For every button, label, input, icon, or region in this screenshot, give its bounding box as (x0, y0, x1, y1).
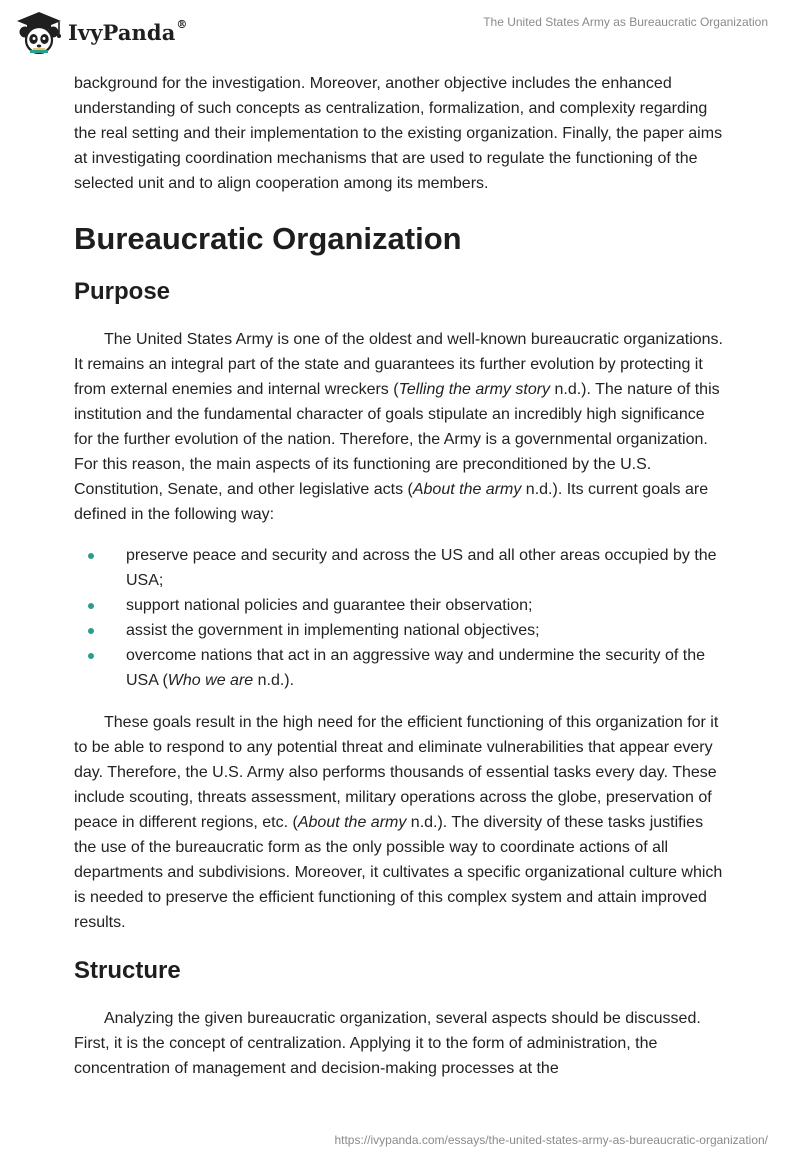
citation: Telling the army story (398, 381, 551, 398)
page-header (0, 0, 800, 60)
essay-content (74, 71, 726, 1081)
list-item: assist the government in implementing national objectives; (74, 618, 726, 643)
purpose-paragraph-1: The United States Army is one of the oldest and well-known bureaucratic organizations. It remains an integral part of the state and guarantees its further evolution by protecting it from external enemies and internal wreckers (Telling the army story n.d.). The nature of this institution and the fundamental character of goals stipulate an incredibly high significance for the further evolution of the nation. Therefore, the Army is a governmental organization. For this reason, the main aspects of its functioning are preconditioned by the U.S. Constitution, Senate, and other legislative acts (About the army n.d.). Its current goals are defined in the following way: (74, 331, 723, 523)
section-title: Bureaucratic Organization (74, 221, 462, 256)
list-item: support national policies and guarantee their observation; (74, 593, 726, 618)
list-item: preserve peace and security and across the US and all other areas occupied by the USA; (74, 543, 726, 593)
document-title: The United States Army as Bureaucratic Organization (483, 15, 768, 29)
intro-paragraph: background for the investigation. Moreover, another objective includes the enhanced understanding of such concepts as centralization, formalization, and complexity regarding the real setting and their implementation to the existing organization. Finally, the paper aims at investigating coordination mechanisms that are used to regulate the functioning of the selected unit and to align cooperation among its members. (74, 75, 723, 192)
structure-paragraph-1: Analyzing the given bureaucratic organization, several aspects should be discussed. First, it is the concept of centralization. Applying it to the form of administration, the concentration of management and decision-making processes at the (74, 1010, 701, 1077)
structure-heading: Structure (74, 957, 181, 984)
brand-name: IvyPanda® (68, 17, 188, 45)
citation: About the army (412, 481, 522, 498)
brand-logo[interactable] (14, 8, 188, 56)
purpose-heading: Purpose (74, 278, 171, 305)
list-item: overcome nations that act in an aggressive way and undermine the security of the USA (Who we are n.d.). (74, 643, 726, 693)
source-url[interactable]: https://ivypanda.com/essays/the-united-states-army-as-bureaucratic-organization/ (334, 1133, 768, 1147)
citation: About the army (297, 814, 407, 831)
bullet-icon (88, 653, 94, 659)
registered-mark: ® (176, 17, 188, 31)
bullet-icon (88, 603, 94, 609)
citation: Who we are (167, 672, 254, 689)
goals-list (74, 543, 726, 693)
bullet-icon (88, 628, 94, 634)
purpose-paragraph-2: These goals result in the high need for the efficient functioning of this organization for it to be able to respond to any potential threat and eliminate vulnerabilities that appear every day. Therefore, the U.S. Army also performs thousands of essential tasks every day. These include scouting, threats assessment, military operations across the globe, preservation of peace in different regions, etc. (About the army n.d.). The diversity of these tasks justifies the use of the bureaucratic form as the only possible way to coordinate actions of all departments and subdivisions. Moreover, it cultivates a specific organizational culture which is needed to preserve the efficient functioning of this complex system and attain improved results. (74, 714, 723, 931)
bullet-icon (88, 553, 94, 559)
panda-graduate-icon (14, 10, 64, 54)
